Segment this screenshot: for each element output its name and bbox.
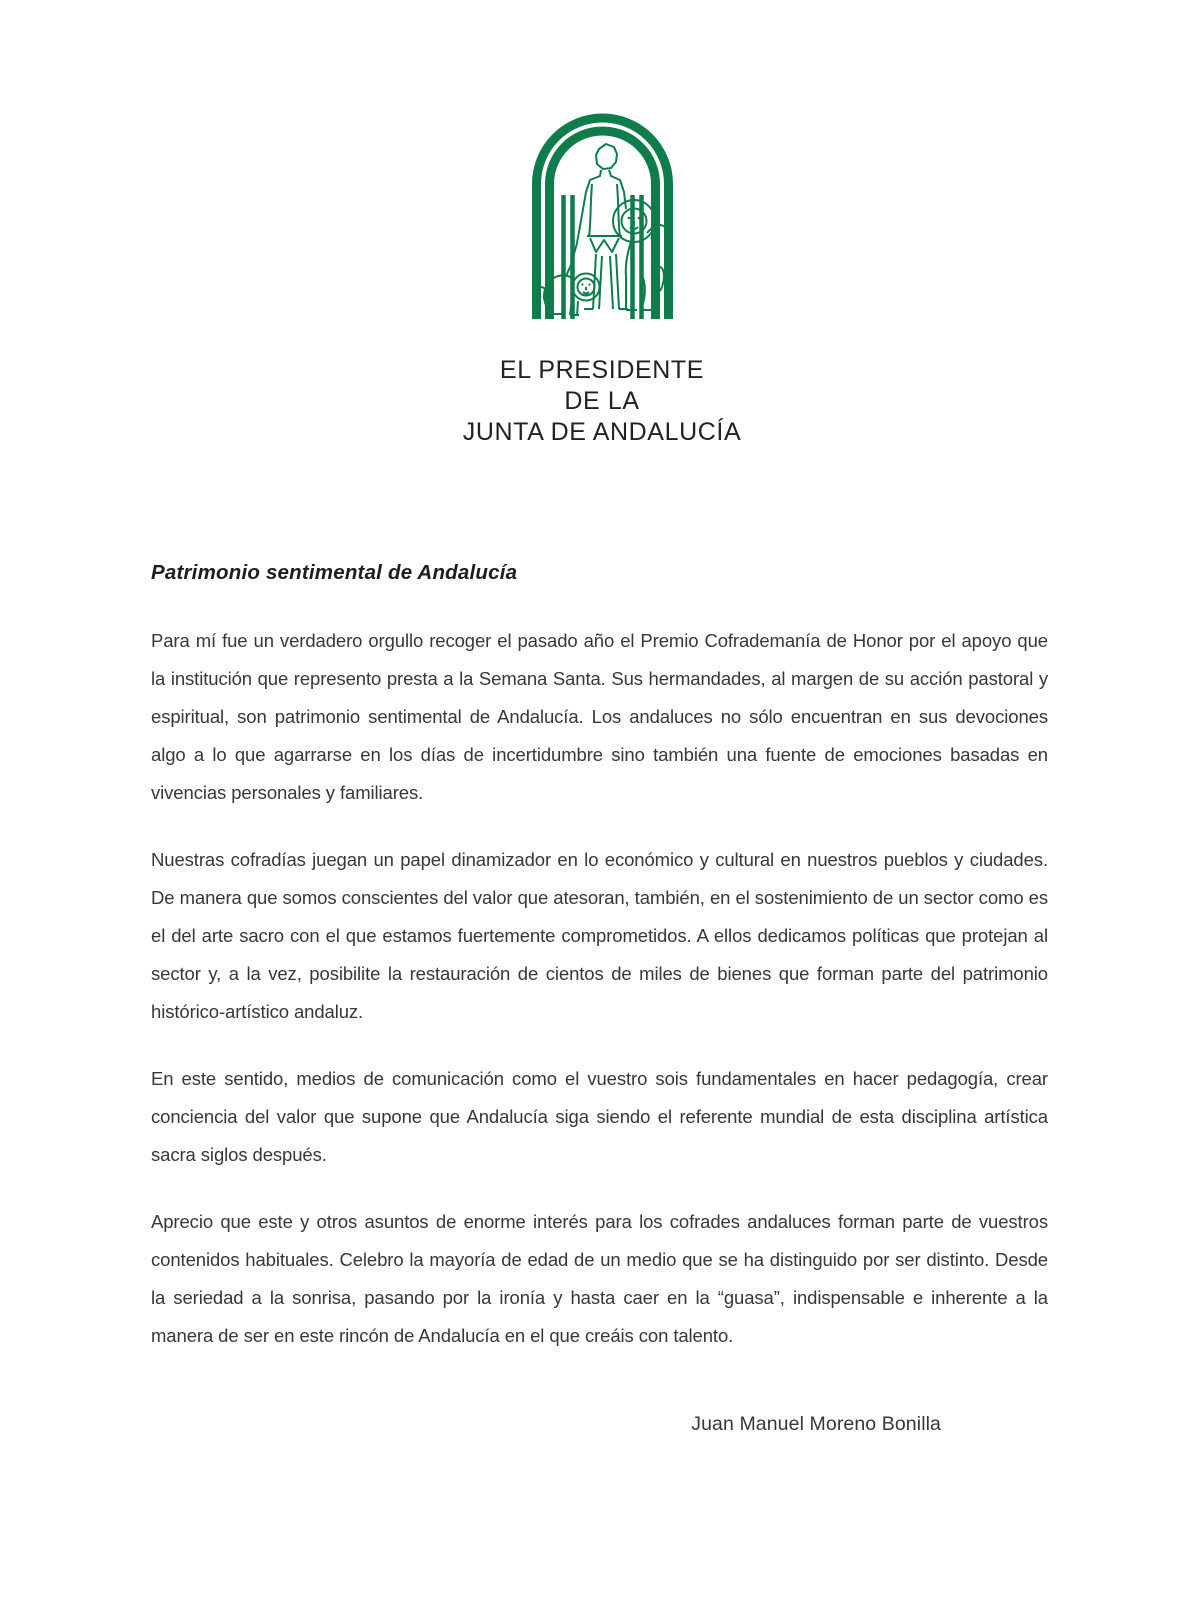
letter-paragraphs [151,622,1048,1355]
letterhead-line-2: DE LA [564,387,640,415]
paragraph-4: Aprecio que este y otros asuntos de enorme interés para los cofrades andaluces forman parte de vuestros contenidos habituales. Celebro la mayoría de edad de un medio que se ha distinguido por ser distinto. Desde la seriedad a la sonrisa, pasando por la ironía y hasta caer en la “guasa”, indispensable e inherente a la manera de ser en este rincón de Andalucía en el que creáis con talento. [151,1211,1048,1346]
paragraph-2: Nuestras cofradías juegan un papel dinamizador en lo económico y cultural en nuestros pueblos y ciudades. De manera que somos conscientes del valor que atesoran, también, en el sostenimiento de un sector como es el del arte sacro con el que estamos fuertemente comprometidos. A ellos dedicamos políticas que protejan al sector y, a la vez, posibilite la restauración de cientos de miles de bienes que forman parte del patrimonio histórico-artístico andaluz. [151,849,1048,1022]
letterhead [0,355,1204,448]
letterhead-line-1: EL PRESIDENTE [499,356,705,384]
letter-title: Patrimonio sentimental de Andalucía [151,561,518,584]
signature-name: Juan Manuel Moreno Bonilla [691,1413,941,1435]
letter-body [0,560,1204,1436]
junta-de-andalucia-logo [530,113,675,321]
letterhead-line-3: JUNTA DE ANDALUCÍA [462,418,742,446]
junta-emblem-icon [530,113,675,321]
paragraph-1: Para mí fue un verdadero orgullo recoger el pasado año el Premio Cofrademanía de Honor por el apoyo que la institución que represento presta a la Semana Santa. Sus hermandades, al margen de su acción pastoral y espiritual, son patrimonio sentimental de Andalucía. Los andaluces no sólo encuentran en sus devociones algo a lo que agarrarse en los días de incertidumbre sino también una fuente de emociones basadas en vivencias personales y familiares. [151,630,1048,803]
paragraph-3: En este sentido, medios de comunicación como el vuestro sois fundamentales en hacer pedagogía, crear conciencia del valor que supone que Andalucía siga siendo el referente mundial de esta disciplina artística sacra siglos después. [151,1068,1048,1165]
